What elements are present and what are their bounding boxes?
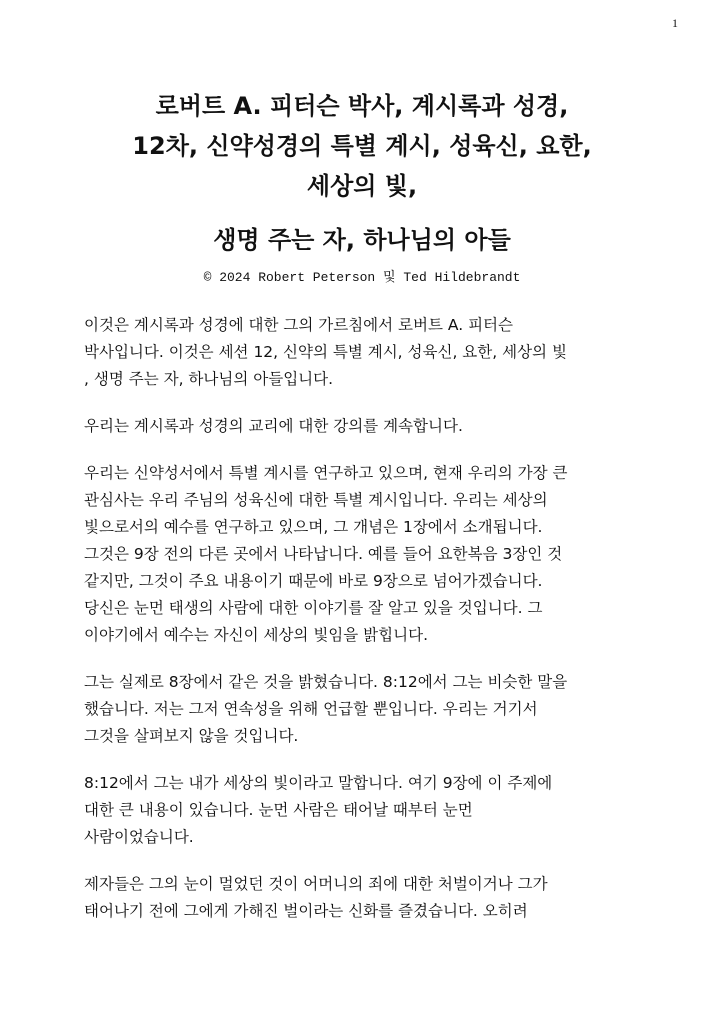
text-line: 우리는 계시록과 성경의 교리에 대한 강의를 계속합니다. [84,417,463,435]
document-title [0,86,724,260]
text-line: 이것은 계시록과 성경에 대한 그의 가르침에서 로버트 A. 피터슨 [84,316,514,334]
title-line: 로버트 A. 피터슨 박사, 계시록과 성경, [155,92,569,120]
text-line: 우리는 신약성서에서 특별 계시를 연구하고 있으며, 현재 우리의 가장 큰 [84,464,568,482]
text-line: , 생명 주는 자, 하나님의 아들입니다. [84,370,334,388]
paragraph [84,460,664,649]
text-line: 박사입니다. 이것은 세션 12, 신약의 특별 계시, 성육신, 요한, 세상의 빛 [84,343,567,361]
text-line: 빛으로서의 예수를 연구하고 있으며, 그 개념은 1장에서 소개됩니다. [84,518,543,536]
paragraph [84,770,664,851]
paragraph [84,669,664,750]
text-line: 이야기에서 예수는 자신이 세상의 빛임을 밝힙니다. [84,626,428,644]
text-line: 사람이었습니다. [84,828,194,846]
title-line: 12차, 신약성경의 특별 계시, 성육신, 요한, [132,132,592,160]
text-line: 관심사는 우리 주님의 성육신에 대한 특별 계시입니다. 우리는 세상의 [84,491,548,509]
text-line: 같지만, 그것이 주요 내용이기 때문에 바로 9장으로 넘어가겠습니다. [84,572,543,590]
paragraph [84,413,664,440]
text-line: 그는 실제로 8장에서 같은 것을 밝혔습니다. 8:12에서 그는 비슷한 말을 [84,673,568,691]
title-line: 세상의 빛, [306,172,418,200]
document-body [84,312,664,945]
text-line: 그것을 살펴보지 않을 것입니다. [84,727,299,745]
text-line: 제자들은 그의 눈이 멀었던 것이 어머니의 죄에 대한 처벌이거나 그가 [84,875,548,893]
paragraph [84,871,664,925]
text-line: 태어나기 전에 그에게 가해진 벌이라는 신화를 즐겼습니다. 오히려 [84,902,528,920]
text-line: 8:12에서 그는 내가 세상의 빛이라고 말합니다. 여기 9장에 이 주제에 [84,774,553,792]
text-line: 그것은 9장 전의 다른 곳에서 나타납니다. 예를 들어 요한복음 3장인 것 [84,545,563,563]
page-number: 1 [672,16,678,30]
paragraph [84,312,664,393]
copyright-notice: © 2024 Robert Peterson 및 Ted Hildebrandt [203,270,521,285]
text-line: 당신은 눈먼 태생의 사람에 대한 이야기를 잘 알고 있을 것입니다. 그 [84,599,543,617]
title-line: 생명 주는 자, 하나님의 아들 [213,226,511,254]
text-line: 대한 큰 내용이 있습니다. 눈먼 사람은 태어날 때부터 눈먼 [84,801,473,819]
text-line: 했습니다. 저는 그저 연속성을 위해 언급할 뿐입니다. 우리는 거기서 [84,700,538,718]
